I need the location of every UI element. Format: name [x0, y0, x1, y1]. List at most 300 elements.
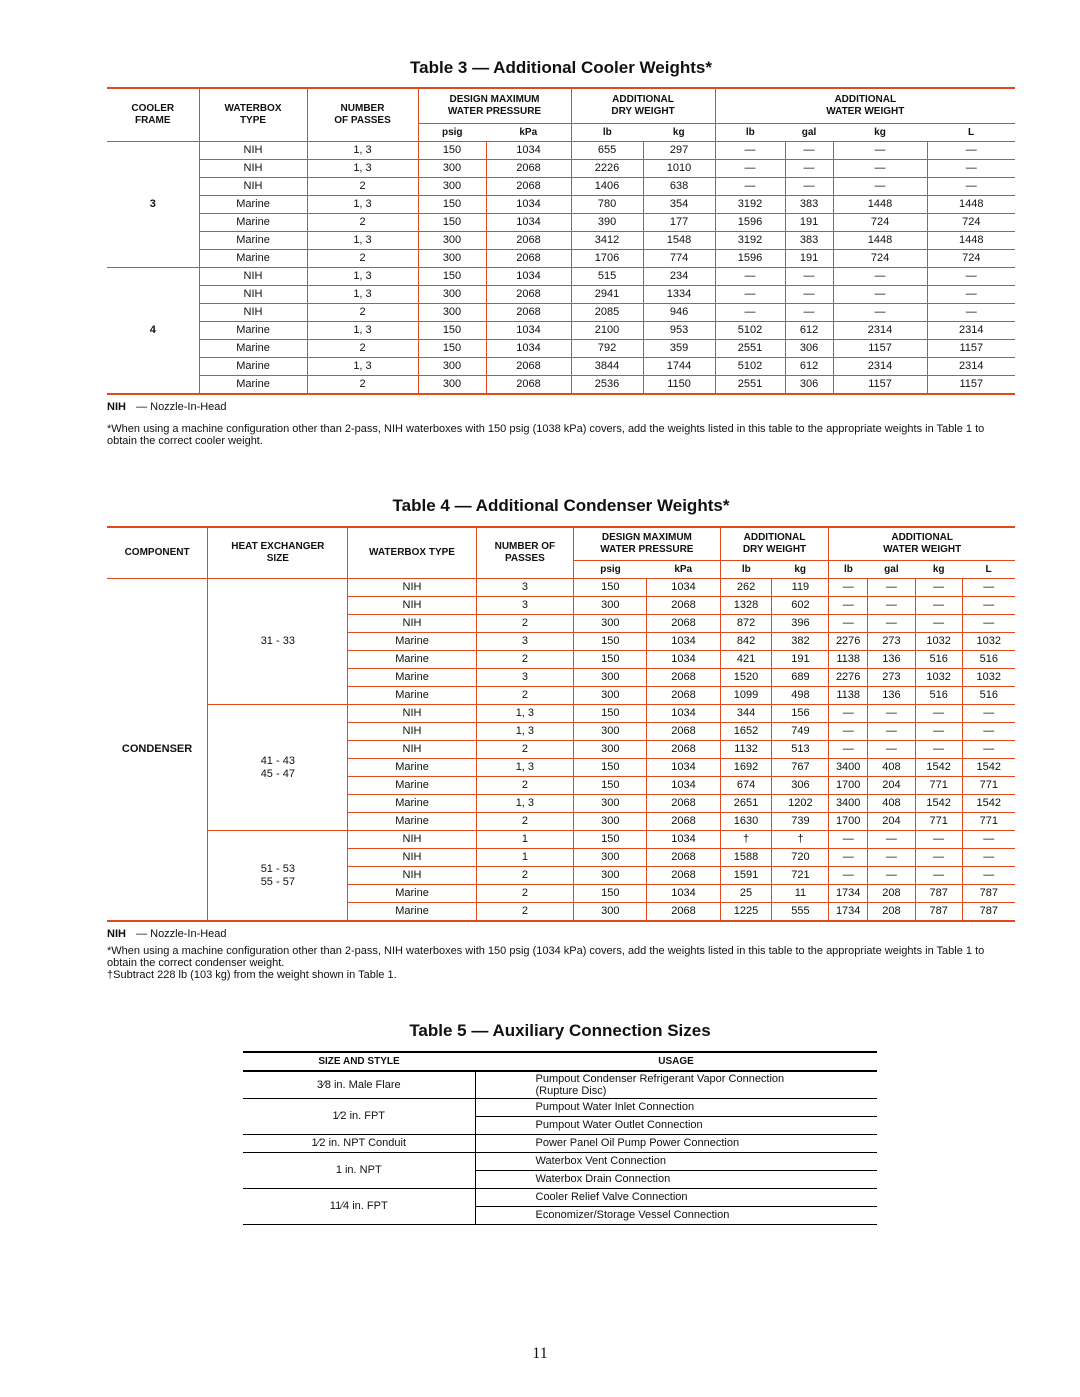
table-cell: — [962, 867, 1015, 885]
table-cell: 1, 3 [307, 160, 418, 178]
usage-cell: Pumpout Condenser Refrigerant Vapor Connection (Rupture Disc) [475, 1071, 877, 1099]
table3-footnote: *When using a machine configuration other than 2-pass, NIH waterboxes with 150 psig (1038 kPa) covers, add the weights listed in this table to the appropriate weights in Table 1 to obtain the correct cooler weight. [107, 423, 985, 447]
table-cell: 2068 [647, 813, 720, 831]
table-cell: 1034 [647, 831, 720, 849]
table3 [107, 87, 1015, 395]
table-cell: — [915, 867, 962, 885]
table-cell: — [915, 831, 962, 849]
table-cell: 3400 [829, 795, 868, 813]
table-cell: NIH [348, 705, 476, 723]
table-row [243, 1135, 877, 1153]
table-cell: 396 [772, 615, 829, 633]
table-cell: 1202 [772, 795, 829, 813]
table-cell: 771 [962, 813, 1015, 831]
table-row [107, 831, 1015, 849]
table-cell: — [785, 142, 833, 160]
table-cell: Marine [199, 376, 307, 395]
table-cell: Marine [348, 885, 476, 903]
table-cell: — [715, 268, 785, 286]
table-cell: — [833, 286, 927, 304]
table-cell: 1034 [486, 196, 571, 214]
usage-cell: Pumpout Water Outlet Connection [475, 1117, 877, 1135]
table-cell: 1034 [486, 268, 571, 286]
table-cell: 300 [418, 232, 486, 250]
table-cell: 2068 [647, 723, 720, 741]
table-cell: 300 [574, 867, 647, 885]
table-cell: 2314 [833, 358, 927, 376]
table-cell: 2226 [571, 160, 643, 178]
table-cell: — [868, 597, 916, 615]
table-cell: 771 [962, 777, 1015, 795]
table-cell: 1034 [486, 322, 571, 340]
table-cell: 344 [720, 705, 772, 723]
table-cell: 872 [720, 615, 772, 633]
table-cell: 1 [476, 849, 574, 867]
table-cell: 787 [915, 885, 962, 903]
table-cell: 2085 [571, 304, 643, 322]
table-cell: 2 [476, 777, 574, 795]
table4-block [107, 493, 1015, 981]
table-cell: 1138 [829, 687, 868, 705]
table-cell: 150 [418, 322, 486, 340]
table-cell: — [833, 160, 927, 178]
table-cell: 1032 [915, 669, 962, 687]
table-cell: — [785, 286, 833, 304]
table-cell: 1034 [486, 142, 571, 160]
table-cell: 1, 3 [307, 268, 418, 286]
size-style-cell: 11⁄4 in. FPT [243, 1189, 475, 1225]
table-cell: 674 [720, 777, 772, 795]
table-cell: 2551 [715, 340, 785, 358]
table-cell: 516 [915, 651, 962, 669]
table-cell: 1034 [486, 214, 571, 232]
table-cell: 191 [785, 214, 833, 232]
table-cell: 1542 [915, 759, 962, 777]
table-cell: 408 [868, 759, 916, 777]
table-cell: 150 [574, 777, 647, 795]
table-cell: † [720, 831, 772, 849]
table-cell: — [868, 831, 916, 849]
table-cell: NIH [199, 142, 307, 160]
table-cell: Marine [199, 322, 307, 340]
table-cell: — [833, 178, 927, 196]
table-cell: 1034 [647, 633, 720, 651]
table-cell: 1032 [962, 633, 1015, 651]
table-cell: 2068 [647, 795, 720, 813]
col-waterbox-type: WATERBOX TYPE [199, 88, 307, 142]
table-cell: 1150 [643, 376, 715, 395]
table-row [107, 322, 1015, 340]
table-cell: 787 [962, 903, 1015, 922]
table-cell: 2068 [647, 849, 720, 867]
table4 [107, 526, 1015, 922]
table-cell: NIH [199, 268, 307, 286]
size-style-cell: 3⁄8 in. Male Flare [243, 1071, 475, 1099]
table-cell: 787 [915, 903, 962, 922]
table-cell: 2068 [486, 232, 571, 250]
unit-header: kPa [647, 561, 720, 579]
table-row [107, 358, 1015, 376]
table-cell: — [829, 615, 868, 633]
table-cell: 2068 [647, 867, 720, 885]
unit-header: lb [715, 124, 785, 142]
table-cell: Marine [348, 669, 476, 687]
table-row [107, 340, 1015, 358]
table-cell: 2068 [486, 376, 571, 395]
table-cell: — [715, 160, 785, 178]
unit-header: L [927, 124, 1015, 142]
table-row [107, 268, 1015, 286]
table3-legend [107, 401, 1015, 413]
table-cell: 3 [476, 597, 574, 615]
table-cell: — [785, 268, 833, 286]
table-row [107, 579, 1015, 597]
hx-size-cell: 31 - 33 [208, 579, 348, 705]
table-cell: 300 [418, 376, 486, 395]
unit-header: kg [643, 124, 715, 142]
table-cell: 2 [307, 178, 418, 196]
table-cell: 612 [785, 358, 833, 376]
table-cell: — [962, 579, 1015, 597]
table-cell: 273 [868, 669, 916, 687]
table-cell: 1, 3 [476, 723, 574, 741]
col-add-water: ADDITIONAL WATER WEIGHT [829, 527, 1015, 561]
table-cell: 1744 [643, 358, 715, 376]
table-cell: 1448 [927, 232, 1015, 250]
table-cell: — [927, 178, 1015, 196]
table-cell: 2068 [486, 250, 571, 268]
table-cell: 1032 [962, 669, 1015, 687]
table-cell: 119 [772, 579, 829, 597]
table-cell: 208 [868, 885, 916, 903]
table-cell: 1225 [720, 903, 772, 922]
table-cell: Marine [199, 214, 307, 232]
table-cell: 5102 [715, 322, 785, 340]
table-row [243, 1099, 877, 1117]
table-row [107, 705, 1015, 723]
table-cell: 1034 [647, 759, 720, 777]
table-cell: 383 [785, 232, 833, 250]
table-cell: 513 [772, 741, 829, 759]
table-cell: 150 [574, 705, 647, 723]
table-cell: 1034 [647, 579, 720, 597]
table-cell: NIH [348, 615, 476, 633]
table-cell: — [915, 741, 962, 759]
table-row [243, 1071, 877, 1099]
table-cell: — [962, 723, 1015, 741]
table-cell: NIH [199, 160, 307, 178]
table-cell: — [927, 160, 1015, 178]
table-row [107, 376, 1015, 395]
table-cell: 1448 [833, 196, 927, 214]
table-cell: 1032 [915, 633, 962, 651]
table-cell: 2068 [647, 615, 720, 633]
table-cell: 421 [720, 651, 772, 669]
table-cell: 300 [574, 795, 647, 813]
table-cell: 11 [772, 885, 829, 903]
table-cell: 408 [868, 795, 916, 813]
col-size-style: SIZE AND STYLE [243, 1052, 475, 1071]
table-cell: — [715, 178, 785, 196]
table-cell: Marine [348, 687, 476, 705]
table-cell: — [829, 867, 868, 885]
table-cell: 2 [476, 813, 574, 831]
table-cell: 2068 [486, 178, 571, 196]
table-cell: 515 [571, 268, 643, 286]
table-cell: 208 [868, 903, 916, 922]
table-cell: 3 [476, 633, 574, 651]
table-cell: 1, 3 [476, 759, 574, 777]
table-cell: 300 [574, 615, 647, 633]
table-cell: — [868, 615, 916, 633]
table-cell: 354 [643, 196, 715, 214]
table3-block [107, 55, 1015, 447]
table-cell: 25 [720, 885, 772, 903]
table-cell: — [833, 304, 927, 322]
table-cell: — [833, 142, 927, 160]
unit-header: gal [868, 561, 916, 579]
table-row [107, 214, 1015, 232]
table-cell: 771 [915, 813, 962, 831]
table-cell: 2 [476, 687, 574, 705]
table-cell: 655 [571, 142, 643, 160]
table-cell: 1406 [571, 178, 643, 196]
table-cell: — [829, 579, 868, 597]
table-cell: † [772, 831, 829, 849]
table-cell: 150 [418, 142, 486, 160]
table-row [107, 232, 1015, 250]
table-cell: 1591 [720, 867, 772, 885]
table-cell: 2068 [647, 597, 720, 615]
table-cell: — [715, 142, 785, 160]
table-cell: 177 [643, 214, 715, 232]
table-cell: Marine [348, 651, 476, 669]
table-cell: 516 [962, 651, 1015, 669]
table-cell: 3192 [715, 196, 785, 214]
table-row [107, 250, 1015, 268]
table-cell: 771 [915, 777, 962, 795]
table-cell: 2068 [486, 358, 571, 376]
col-number-passes: NUMBER OF PASSES [476, 527, 574, 579]
table-cell: 300 [574, 903, 647, 922]
table-cell: 516 [962, 687, 1015, 705]
table-cell: 2 [307, 304, 418, 322]
table-cell: 297 [643, 142, 715, 160]
table-cell: 2068 [647, 903, 720, 922]
table-cell: 1596 [715, 214, 785, 232]
table-cell: 1034 [486, 340, 571, 358]
table-cell: 1034 [647, 777, 720, 795]
table-cell: 1099 [720, 687, 772, 705]
table-cell: 300 [574, 597, 647, 615]
col-number-passes: NUMBER OF PASSES [307, 88, 418, 142]
table-cell: 300 [574, 849, 647, 867]
table-cell: 1700 [829, 777, 868, 795]
size-style-cell: 1 in. NPT [243, 1153, 475, 1189]
cooler-frame-cell: 4 [107, 268, 199, 395]
table5 [243, 1051, 877, 1225]
table-cell: 150 [574, 831, 647, 849]
table-cell: 382 [772, 633, 829, 651]
table-row [243, 1153, 877, 1171]
table-cell: 516 [915, 687, 962, 705]
table-cell: 1734 [829, 885, 868, 903]
table-cell: 1542 [962, 795, 1015, 813]
table-cell: 383 [785, 196, 833, 214]
table-cell: 390 [571, 214, 643, 232]
table-cell: 3400 [829, 759, 868, 777]
table-cell: — [915, 705, 962, 723]
table4-nih-key: NIH [107, 928, 126, 940]
table-cell: 191 [772, 651, 829, 669]
table-cell: Marine [199, 196, 307, 214]
table-cell: Marine [199, 232, 307, 250]
table-cell: — [962, 849, 1015, 867]
table-cell: 359 [643, 340, 715, 358]
table-cell: 306 [785, 376, 833, 395]
cooler-frame-cell: 3 [107, 142, 199, 268]
table-cell: — [927, 286, 1015, 304]
col-add-dry: ADDITIONAL DRY WEIGHT [571, 88, 715, 124]
table-cell: 1157 [833, 340, 927, 358]
table-cell: 767 [772, 759, 829, 777]
table-cell: 2314 [927, 358, 1015, 376]
table-cell: 1, 3 [307, 142, 418, 160]
table-cell: 1, 3 [307, 232, 418, 250]
table-cell: — [915, 615, 962, 633]
table-cell: 300 [574, 669, 647, 687]
table-cell: 300 [418, 304, 486, 322]
table-row [107, 142, 1015, 160]
table-cell: — [829, 705, 868, 723]
table-row [107, 178, 1015, 196]
table-cell: 1542 [915, 795, 962, 813]
table-cell: 1, 3 [476, 795, 574, 813]
table-cell: — [868, 579, 916, 597]
table-cell: 1, 3 [307, 196, 418, 214]
table-cell: 1542 [962, 759, 1015, 777]
unit-header: kg [915, 561, 962, 579]
table-cell: — [868, 741, 916, 759]
col-usage: USAGE [475, 1052, 877, 1071]
unit-header: psig [574, 561, 647, 579]
table-cell: 300 [574, 687, 647, 705]
table-cell: NIH [348, 831, 476, 849]
table-cell: 1157 [927, 376, 1015, 395]
table-cell: 1, 3 [307, 286, 418, 304]
usage-cell: Pumpout Water Inlet Connection [475, 1099, 877, 1117]
table-cell: 1588 [720, 849, 772, 867]
unit-header: psig [418, 124, 486, 142]
table-cell: NIH [199, 304, 307, 322]
table-cell: — [868, 723, 916, 741]
table-cell: 3844 [571, 358, 643, 376]
table-cell: — [962, 831, 1015, 849]
table-cell: 2068 [486, 160, 571, 178]
table4-footnote-dagger: †Subtract 228 lb (103 kg) from the weight shown in Table 1. [107, 969, 397, 981]
table-cell: 300 [418, 358, 486, 376]
table-cell: 2 [307, 214, 418, 232]
table-row [107, 286, 1015, 304]
table-cell: 792 [571, 340, 643, 358]
table-cell: 262 [720, 579, 772, 597]
table-cell: 749 [772, 723, 829, 741]
table-cell: 953 [643, 322, 715, 340]
table-cell: 300 [574, 813, 647, 831]
table-cell: 1, 3 [307, 322, 418, 340]
table-cell: — [868, 867, 916, 885]
table-cell: 1448 [833, 232, 927, 250]
size-style-cell: 1⁄2 in. NPT Conduit [243, 1135, 475, 1153]
table-cell: 2 [476, 651, 574, 669]
table-cell: 1448 [927, 196, 1015, 214]
table-cell: 150 [574, 579, 647, 597]
table-cell: — [829, 723, 868, 741]
table-cell: 602 [772, 597, 829, 615]
table-cell: 150 [418, 214, 486, 232]
table-cell: NIH [348, 579, 476, 597]
col-waterbox-type: WATERBOX TYPE [348, 527, 476, 579]
table-cell: 1132 [720, 741, 772, 759]
table-cell: 689 [772, 669, 829, 687]
table-cell: 2 [307, 376, 418, 395]
table-cell: — [962, 741, 1015, 759]
unit-header: L [962, 561, 1015, 579]
col-hx-size: HEAT EXCHANGER SIZE [208, 527, 348, 579]
table-cell: 204 [868, 813, 916, 831]
table-cell: — [785, 304, 833, 322]
col-design-max: DESIGN MAXIMUM WATER PRESSURE [574, 527, 720, 561]
table-cell: 724 [927, 250, 1015, 268]
table-cell: 1734 [829, 903, 868, 922]
usage-cell: Waterbox Vent Connection [475, 1153, 877, 1171]
table-cell: — [962, 615, 1015, 633]
table-row [107, 304, 1015, 322]
unit-header: kg [833, 124, 927, 142]
usage-cell: Power Panel Oil Pump Power Connection [475, 1135, 877, 1153]
size-style-cell: 1⁄2 in. FPT [243, 1099, 475, 1135]
component-cell: CONDENSER [107, 579, 208, 922]
table-cell: Marine [348, 795, 476, 813]
table-cell: — [829, 831, 868, 849]
table-cell: — [962, 597, 1015, 615]
table-cell: 842 [720, 633, 772, 651]
table-cell: NIH [348, 723, 476, 741]
table-cell: 739 [772, 813, 829, 831]
table-cell: 555 [772, 903, 829, 922]
table-cell: — [868, 849, 916, 867]
col-add-dry: ADDITIONAL DRY WEIGHT [720, 527, 829, 561]
table4-legend [107, 928, 1015, 940]
table-cell: 306 [785, 340, 833, 358]
table-cell: 2100 [571, 322, 643, 340]
table-cell: 2 [476, 885, 574, 903]
table-cell: 2276 [829, 669, 868, 687]
table-cell: 234 [643, 268, 715, 286]
table-cell: 150 [418, 268, 486, 286]
table-cell: 2068 [647, 669, 720, 687]
table-cell: 2551 [715, 376, 785, 395]
table-cell: Marine [348, 633, 476, 651]
table-cell: 2276 [829, 633, 868, 651]
table-cell: 5102 [715, 358, 785, 376]
table3-nih-key: NIH [107, 401, 126, 413]
table-cell: — [868, 705, 916, 723]
table-cell: 2 [476, 867, 574, 885]
table-cell: 3192 [715, 232, 785, 250]
table-cell: — [829, 597, 868, 615]
table-cell: 2 [476, 903, 574, 922]
